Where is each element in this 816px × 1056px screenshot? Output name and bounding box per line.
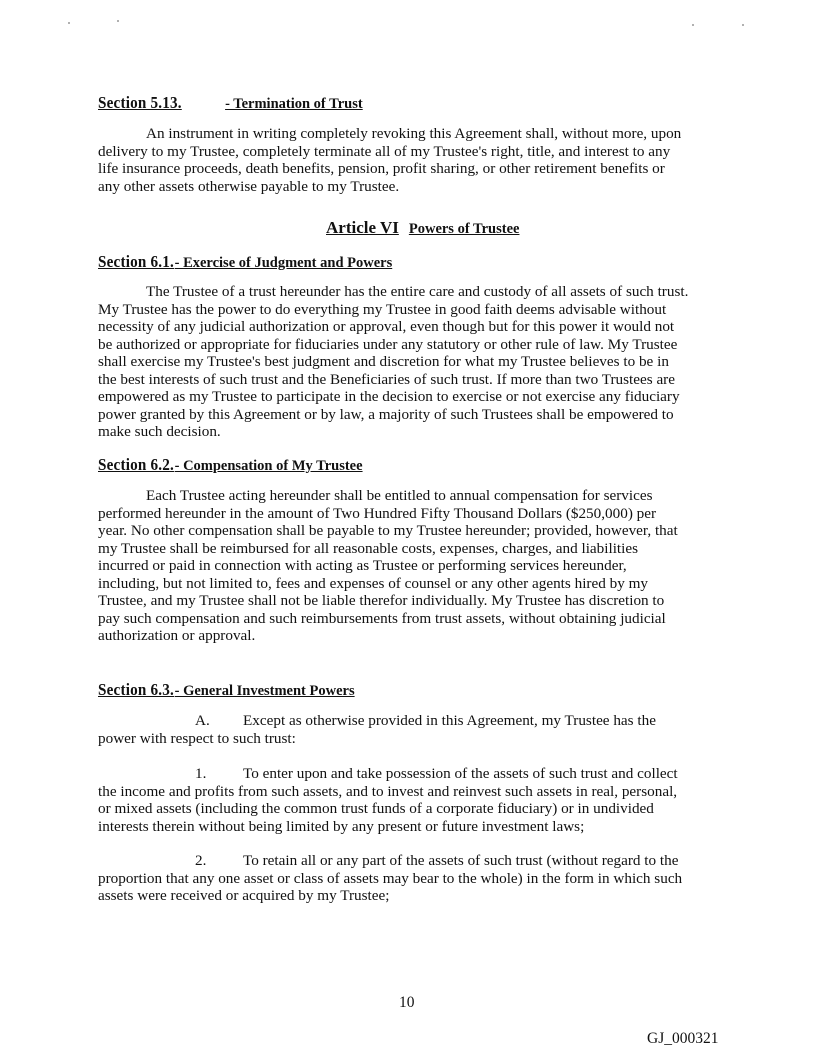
item-marker: A. (195, 712, 210, 729)
item-marker: 2. (195, 852, 207, 869)
item-marker: 1. (195, 765, 207, 782)
section-6-3-heading (98, 680, 355, 700)
section-6-1-heading (98, 252, 392, 272)
section-label: Section 6.3. (98, 680, 175, 699)
text-line: any other assets otherwise payable to my Trustee. (98, 177, 400, 195)
text-line: life insurance proceeds, death benefits, pension, profit sharing, or other retirement benefits or (98, 160, 665, 177)
text-line: or mixed assets (including the common trust funds of a corporate fiduciary) or in undivided (98, 800, 654, 817)
text-line: incurred or paid in connection with acting as Trustee or performing services hereunder, (98, 557, 627, 574)
text-line: To enter upon and take possession of the assets of such trust and collect (243, 765, 678, 782)
section-label: Section 5.13. (98, 93, 182, 112)
section-title: - Termination of Trust (225, 96, 363, 112)
text-line: including, but not limited to, fees and expenses of counsel or any other agents hired by my (98, 574, 648, 592)
text-line: the income and profits from such assets, and to invest and reinvest such assets in real, personal, (98, 782, 678, 800)
section-title: - General Investment Powers (174, 683, 355, 699)
text-line: interests therein without being limited by any present or future investment laws; (98, 817, 585, 835)
text-line: pay such compensation and such reimbursements from trust assets, without obtaining judicial (98, 609, 666, 627)
text-line: performed hereunder in the amount of Two Hundred Fifty Thousand Dollars ($250,000) per (98, 504, 657, 522)
text-line: my Trustee shall be reimbursed for all reasonable costs, expenses, charges, and liabilities (98, 539, 639, 557)
text-line: To retain all or any part of the assets of such trust (without regard to the (243, 852, 679, 869)
text-line: year. No other compensation shall be payable to my Trustee hereunder; provided, however, that (98, 522, 678, 539)
text-line: assets were received or acquired by my Trustee; (98, 887, 390, 904)
bates-number: GJ_000321 (647, 1030, 719, 1047)
section-5-13-heading (98, 93, 363, 113)
article-title: Powers of Trustee (408, 221, 520, 237)
section-title: - Compensation of My Trustee (174, 458, 363, 474)
section-label: Section 6.2. (98, 455, 175, 474)
text-line: empowered as my Trustee to participate in the decision to exercise or not exercise any fiduciary (98, 388, 680, 405)
section-title: - Exercise of Judgment and Powers (174, 255, 393, 271)
text-line: the best interests of such trust and the Beneficiaries of such trust. If more than two Trustees are (98, 370, 675, 388)
text-line: make such decision. (98, 423, 221, 440)
text-line: shall exercise my Trustee's best judgment and discretion for what my Trustee believes to be in (98, 353, 669, 370)
text-line: Each Trustee acting hereunder shall be entitled to annual compensation for services (146, 487, 653, 504)
text-line: necessity of any judicial authorization or approval, even though but for this power it would not (98, 318, 675, 335)
text-line: be authorized or appropriate for fiduciaries under any statutory or other rule of law. My Trustee (98, 335, 678, 353)
section-6-2-heading (98, 455, 363, 475)
text-line: Trustee, and my Trustee shall not be liable therefor individually. My Trustee has discretion to (98, 592, 665, 609)
text-line: An instrument in writing completely revoking this Agreement shall, without more, upon (146, 125, 682, 142)
text-line: My Trustee has the power to do everything my Trustee in good faith deems advisable without (98, 300, 667, 318)
article-heading (326, 218, 519, 238)
section-label: Section 6.1. (98, 252, 175, 271)
text-line: delivery to my Trustee, completely terminate all of my Trustee's right, title, and interest to any (98, 142, 671, 160)
text-line: Except as otherwise provided in this Agreement, my Trustee has the (243, 712, 656, 729)
text-line: power granted by this Agreement or by law, a majority of such Trustees shall be empowered to (98, 405, 674, 423)
page-number: 10 (399, 994, 415, 1011)
article-label: Article VI (326, 218, 399, 237)
text-line: The Trustee of a trust hereunder has the entire care and custody of all assets of such trust. (146, 283, 689, 300)
text-line: power with respect to such trust: (98, 729, 296, 747)
text-line: proportion that any one asset or class of assets may bear to the whole) in the form in which such (98, 869, 683, 887)
text-line: authorization or approval. (98, 627, 256, 644)
